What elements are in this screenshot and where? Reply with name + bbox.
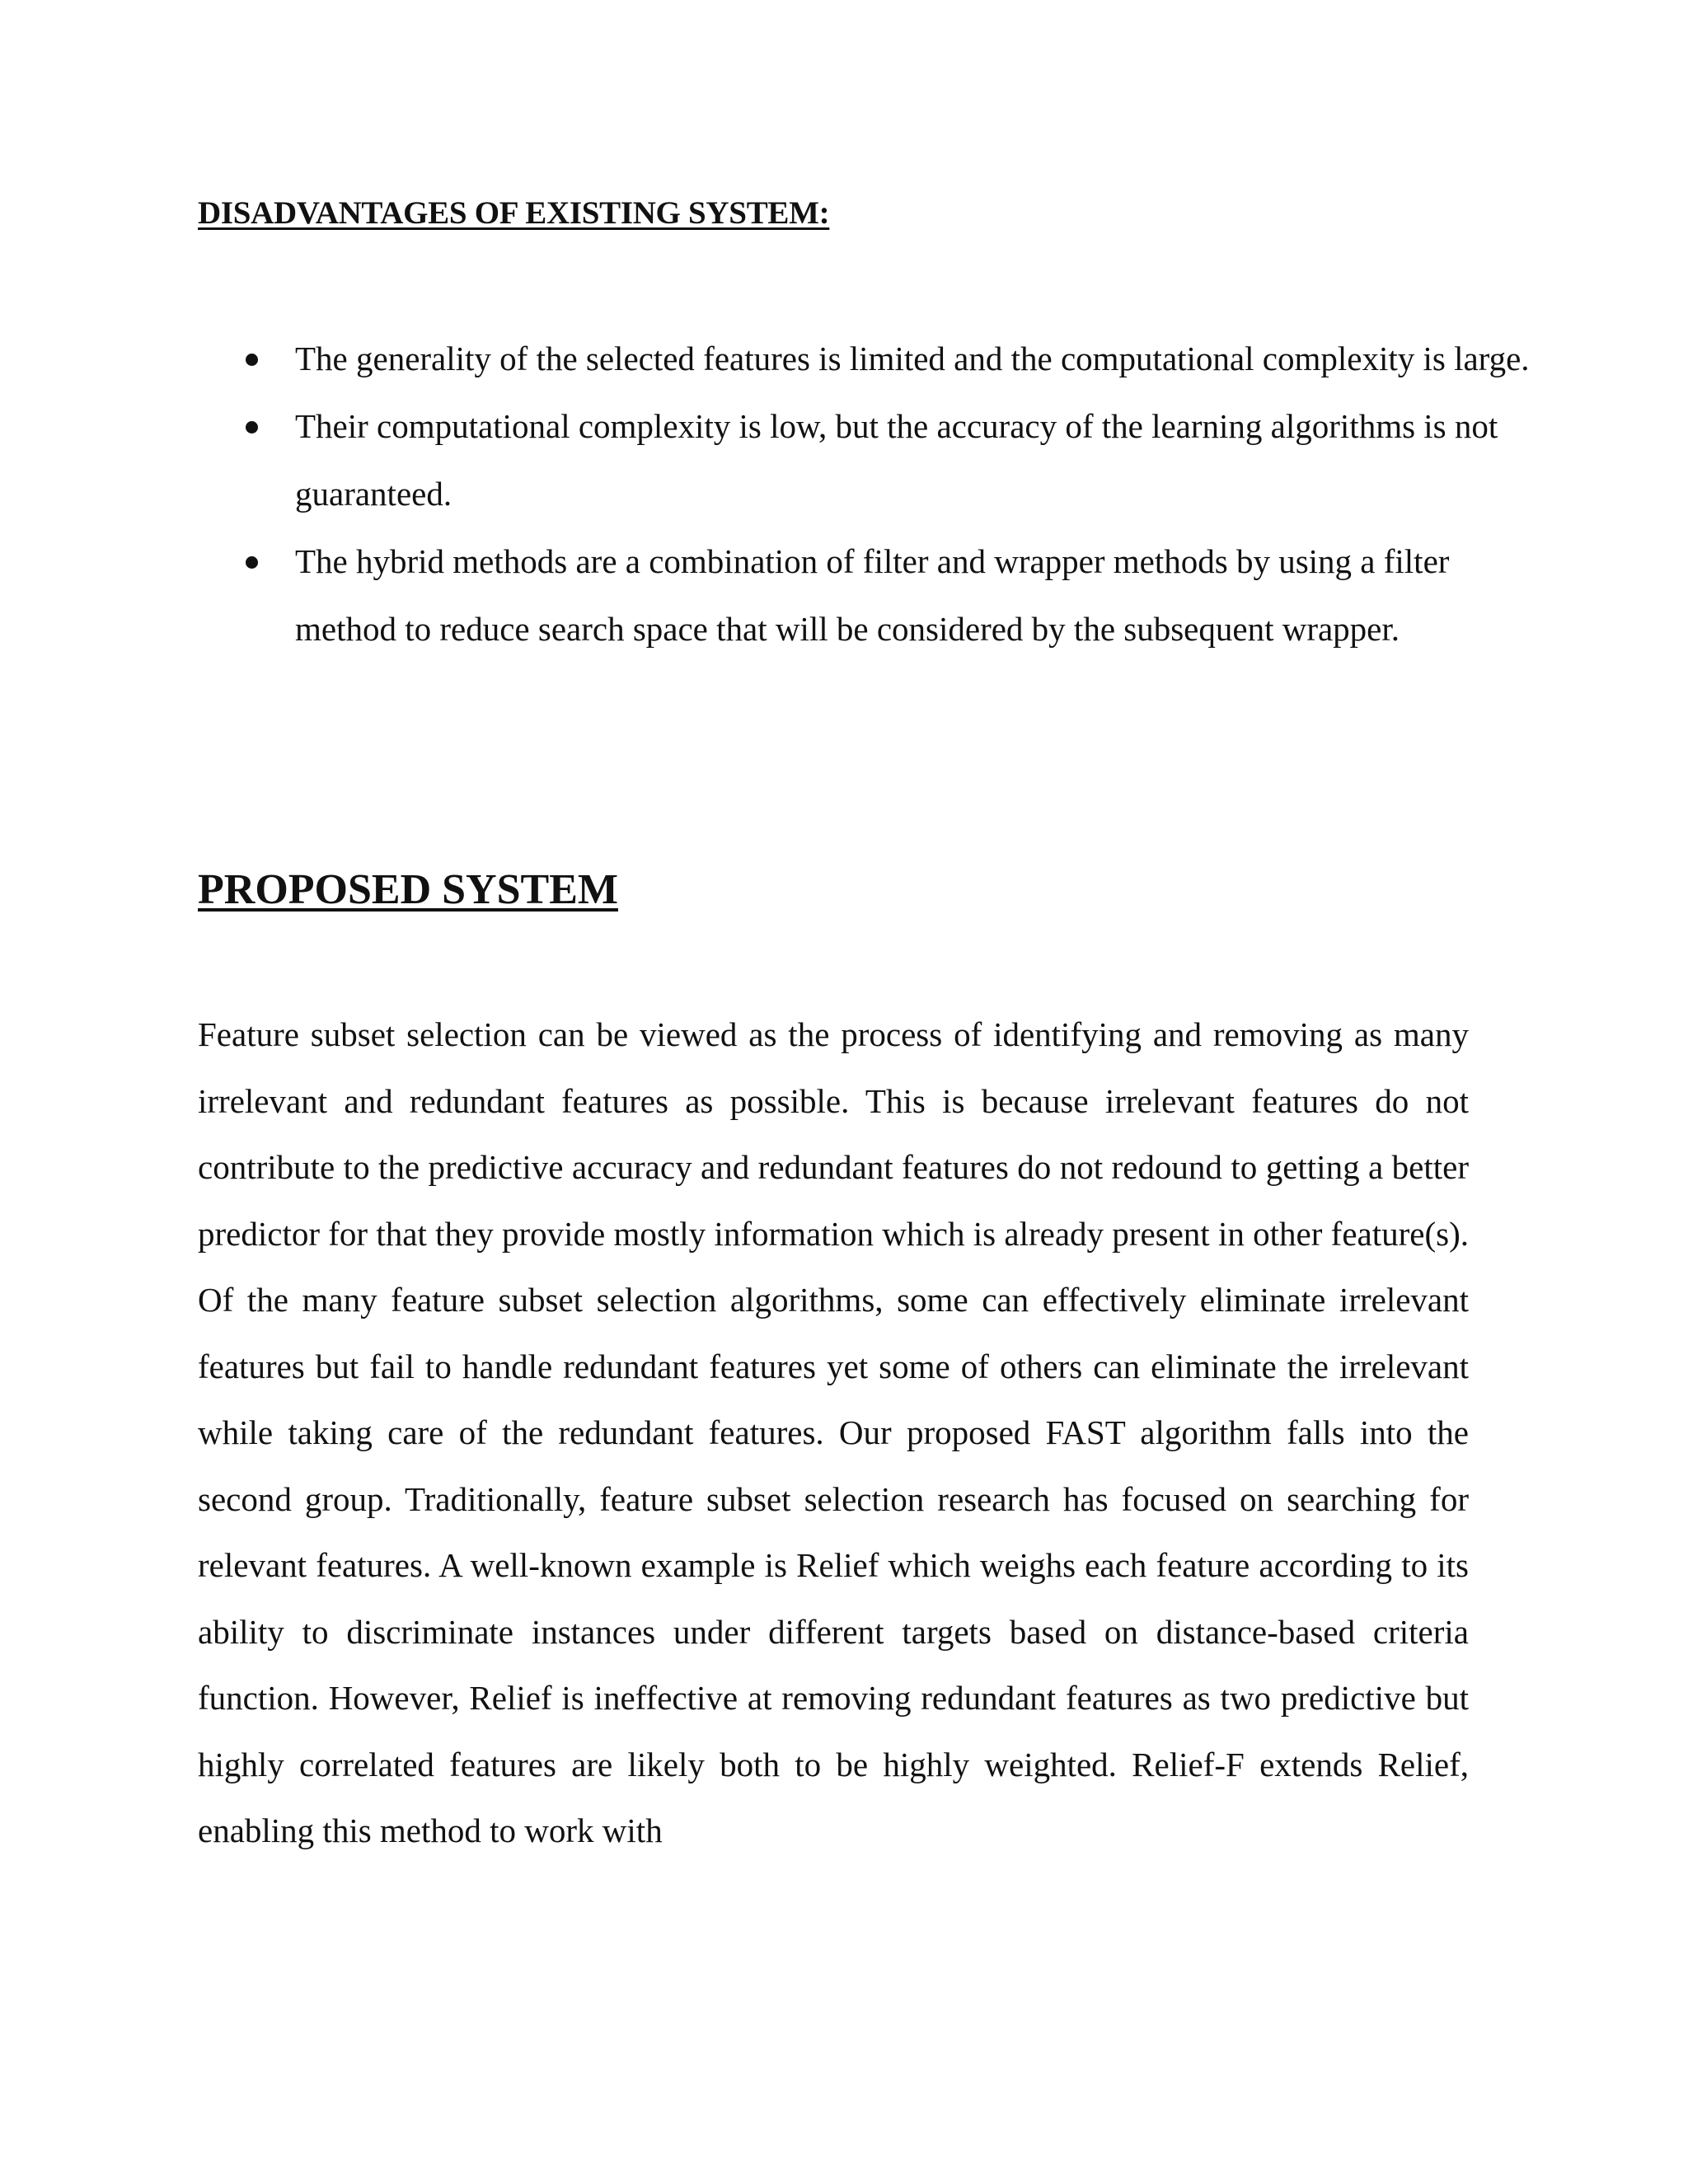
disadvantage-item — [198, 392, 1531, 527]
proposed-system-paragraph: Feature subset selection can be viewed as the process of identifying and removing as many irrelevant and redundant features as possible. This is because irrelevant features do not contribute to the predictive accuracy and redundant features do not redound to getting a better predictor for that they provide mostly information which is already present in other feature(s). Of the many feature subset selection algorithms, some can effectively eliminate irrelevant features but fail to handle redundant features yet some of others can eliminate the irrelevant while taking care of the redundant features. Our proposed FAST algorithm falls into the second group. Traditionally, feature subset selection research has focused on searching for relevant features. A well-known example is Relief which weighs each feature according to its ability to discriminate instances under different targets based on distance-based criteria function. However, Relief is ineffective at removing redundant features as two predictive but highly correlated features are likely both to be highly weighted. Relief-F extends Relief, enabling this method to work with — [198, 1015, 1469, 1849]
bullet-icon — [246, 421, 258, 434]
disadvantage-item — [198, 325, 1531, 392]
bullet-icon — [246, 354, 258, 366]
proposed-system-heading: PROPOSED SYSTEM — [198, 866, 618, 913]
disadvantage-text: Their computational complexity is low, but the accuracy of the learning algorithms is not guaranteed. — [295, 407, 1498, 513]
disadvantage-text: The generality of the selected features is limited and the computational complexity is large. — [295, 340, 1530, 377]
disadvantages-list — [198, 325, 1530, 663]
disadvantage-item — [198, 527, 1531, 663]
disadvantages-heading: DISADVANTAGES OF EXISTING SYSTEM: — [198, 195, 830, 231]
bullet-icon — [246, 556, 258, 569]
disadvantage-text: The hybrid methods are a combination of filter and wrapper methods by using a filter method to reduce search space that will be considered by the subsequent wrapper. — [295, 542, 1450, 648]
